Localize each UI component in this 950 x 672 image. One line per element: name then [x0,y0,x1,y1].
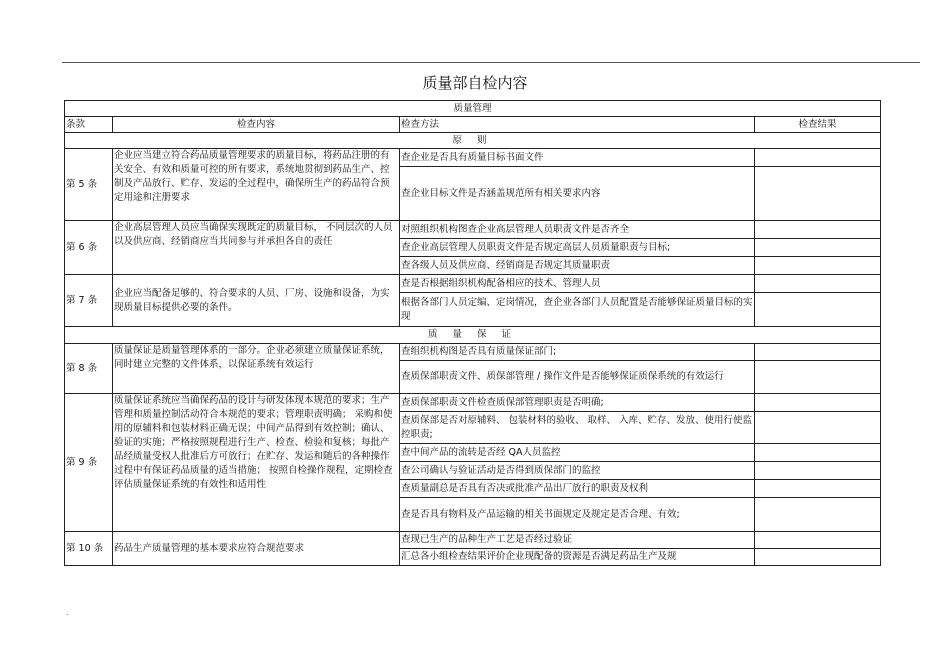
clause-content: 企业应当配备足够的、符合要求的人员、厂房、设施和设备，为实现质量目标提供必要的条件。 [113,275,400,327]
clause-content: 药品生产质量管理的基本要求应符合规范要求 [113,532,400,566]
check-result-cell [755,444,881,462]
check-result-cell [755,344,881,361]
clause-label: 第 9 条 [65,394,113,532]
check-result-cell [755,480,881,498]
check-result-cell [755,239,881,257]
clause-label: 第 6 条 [65,221,113,275]
clause-label: 第 5 条 [65,149,113,221]
check-result-cell [755,412,881,444]
document-title: 质量部自检内容 [422,74,528,92]
clause-label: 第 10 条 [65,532,113,566]
clause-content: 质量保证系统应当确保药品的设计与研发体现本规范的要求；生产管理和质量控制活动符合本规范的要求；管理职责明确； 采购和使用的原辅料和包装材料正确无误；中间产品得到有效控制；确认、验证的实施；严格按照规程进行生产、检查、检验和复核；每批产品经质量受权人批准后方可放行；在贮存、发运和随后的各种操作过程中有保证药品质量的适当措施； 按照自检操作规程，定期检查评估质量保证系统的有效性和适用性 [113,394,400,532]
check-method: 查现已生产的品种生产工艺是否经过验证 [400,532,755,549]
clause-content: 企业应当建立符合药品质量管理要求的质量目标，将药品注册的有关安全、有效和质量可控的所有要求，系统地贯彻到药品生产、控制及产品放行、贮存、发运的全过程中，确保所生产的药品符合预定用途和注册要求 [113,149,400,221]
page-footer-mark: . [66,608,69,617]
table-row [65,532,881,549]
check-method: 查是否根据组织机构配备相应的技术、管理人员 [400,275,755,293]
check-result-cell [755,549,881,566]
header-clause: 条款 [65,117,113,133]
check-method: 查质保部是否对原辅料、 包装材料的验收、 取样、 入库、贮存、发放、使用行使监控职责; [400,412,755,444]
table-row [65,275,881,293]
check-method: 查各级人员及供应商、经销商是否规定其质量职责 [400,257,755,275]
section-heading: 质 量 保 证 [65,327,881,344]
check-result-cell [755,149,881,167]
check-method: 查是否具有物料及产品运输的相关书面规定及规定是否合理、有效; [400,498,755,532]
check-method: 查质保部职责文件、质保部管理 / 操作文件是否能够保证质保系统的有效运行 [400,361,755,394]
check-method: 汇总各小组检查结果评价企业现配备的资源是否满足药品生产及规 [400,549,755,566]
check-method: 查质量副总是否具有否决或批准产品出厂放行的职责及权利 [400,480,755,498]
check-result-cell [755,394,881,412]
clause-content: 企业高层管理人员应当确保实现既定的质量目标， 不同层次的人员以及供应商、经销商应当共同参与并承担各自的责任 [113,221,400,275]
check-result-cell [755,257,881,275]
clause-label: 第 7 条 [65,275,113,327]
check-result-cell [755,293,881,327]
check-method: 查质保部职责文件检查质保部管理职责是否明确; [400,394,755,412]
check-method: 查企业是否具有质量目标书面文件 [400,149,755,167]
inspection-table [64,100,881,566]
table-row [65,344,881,361]
clause-label: 第 8 条 [65,344,113,394]
check-result-cell [755,361,881,394]
check-method: 查中间产品的流转是否经 QA人员监控 [400,444,755,462]
check-result-cell [755,462,881,480]
check-result-cell [755,532,881,549]
table-caption: 质量管理 [65,101,881,117]
section-heading: 原 则 [65,133,881,149]
check-result-cell [755,167,881,221]
check-method: 根据各部门人员定编、定岗情况，查企业各部门人员配置是否能够保证质量目标的实现 [400,293,755,327]
check-method: 对照组织机构图查企业高层管理人员职责文件是否齐全 [400,221,755,239]
table-row [65,394,881,412]
check-result-cell [755,221,881,239]
check-method: 查企业目标文件是否涵盖规范所有相关要求内容 [400,167,755,221]
header-row [65,117,881,133]
check-result-cell [755,275,881,293]
check-result-cell [755,498,881,532]
check-method: 查企业高层管理人员职责文件是否规定高层人员质量职责与目标; [400,239,755,257]
header-result: 检查结果 [755,117,881,133]
check-method: 查公司确认与验证活动是否得到质保部门的监控 [400,462,755,480]
table-row [65,221,881,239]
check-method: 查组织机构图是否具有质量保证部门; [400,344,755,361]
table-row [65,149,881,167]
clause-content: 质量保证是质量管理体系的一部分。企业必须建立质量保证系统，同时建立完整的文件体系，以保证系统有效运行 [113,344,400,394]
header-method: 检查方法 [400,117,755,133]
top-rule [62,62,920,63]
header-content: 检查内容 [113,117,400,133]
